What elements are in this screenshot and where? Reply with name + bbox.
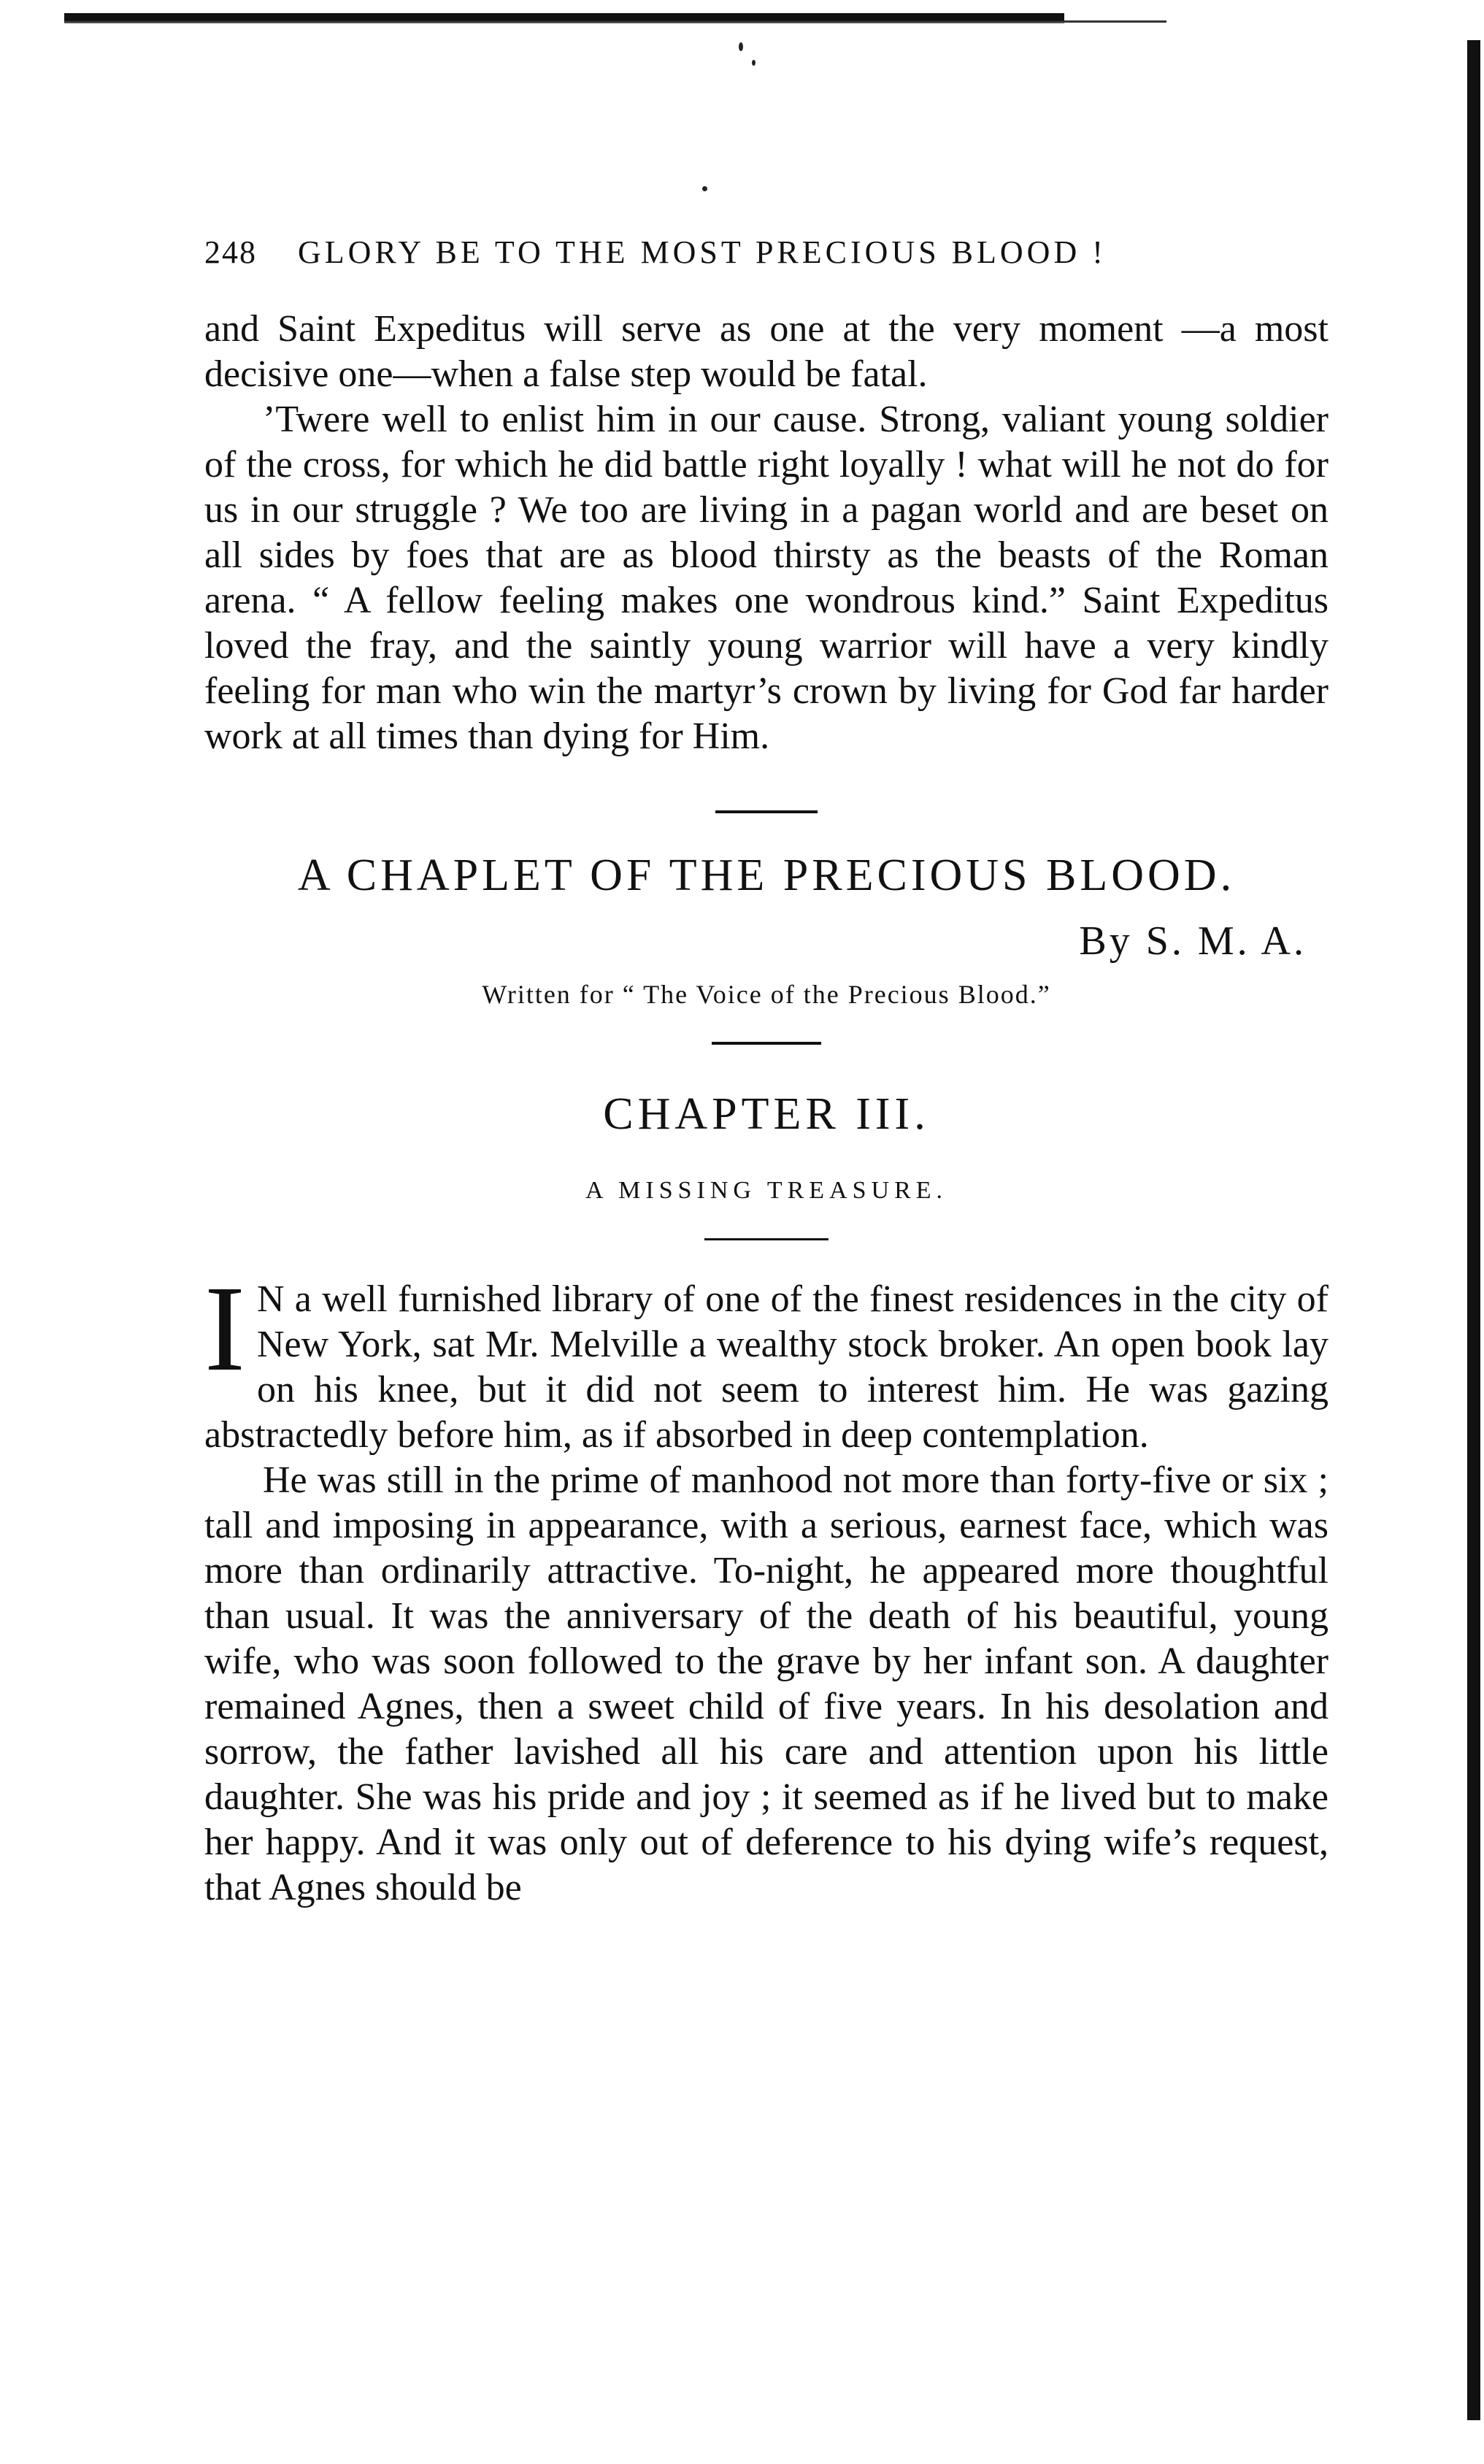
top-border-rule xyxy=(64,13,1064,23)
chapter-first-paragraph-text: N a well furnished library of one of the finest residences in the city of New York, sat Mr. Melville a wealthy stock broker. An open book lay on his knee, but it did not seem to interest him. He was gazing abstractedly before him, as if absorbed in deep contemplation. xyxy=(204,1278,1329,1456)
chapter-first-paragraph xyxy=(204,1261,1329,1458)
chapter-subtitle: A MISSING TREASURE. xyxy=(585,1177,948,1204)
drop-cap-letter: I xyxy=(204,1261,245,1397)
running-head-title: GLORY BE TO THE MOST PRECIOUS BLOOD ! xyxy=(298,234,1107,270)
top-border-rule-thin xyxy=(1064,20,1166,23)
right-scan-edge xyxy=(1467,40,1480,2420)
article-byline: By S. M. A. xyxy=(1079,918,1307,964)
article-title: A CHAPLET OF THE PRECIOUS BLOOD. xyxy=(297,851,1236,900)
chapter-second-paragraph: He was still in the prime of manhood not more than forty-five or six ; tall and imposing in appearance, with a serious, earnest face, which was more than ordinarily attractive. To-night, he appeared more thoughtful than usual. It was the anniversary of the death of his beautiful, young wife, who was soon followed to the grave by her infant son. A daughter remained Agnes, then a sweet child of five years. In his desolation and sorrow, the father lavished all his care and attention upon his little daughter. She was his pride and joy ; it seemed as if he lived but to make her happy. And it was only out of deference to his dying wife’s request, that Agnes should be xyxy=(204,1459,1329,1908)
book-page xyxy=(204,234,1329,1911)
paragraph-saint-expeditus: ’Twere well to enlist him in our cause. Strong, valiant young soldier of the cross, for which he did battle right loyally ! what will he not do for us in our struggle ? We too are living in a pagan world and are beset on all sides by foes that are as blood thirsty as the beasts of the Roman arena. “ A fellow feeling makes one wondrous kind.” Saint Expeditus loved the fray, and the saintly young warrior will have a very kindly feeling for man who win the martyr’s crown by living for God far harder work at all times than dying for Him. xyxy=(204,399,1329,757)
scan-speck xyxy=(702,186,707,191)
page-number: 248 xyxy=(204,234,257,270)
scan-speck xyxy=(752,60,756,66)
paragraph-continued: and Saint Expeditus will serve as one at the very moment —a most decisive one—when a false step would be fatal. xyxy=(204,308,1329,395)
article-credit: Written for “ The Voice of the Precious Blood.” xyxy=(482,980,1051,1009)
scan-speck xyxy=(739,42,743,51)
running-head xyxy=(204,234,1329,292)
chapter-title: CHAPTER III. xyxy=(603,1089,930,1139)
